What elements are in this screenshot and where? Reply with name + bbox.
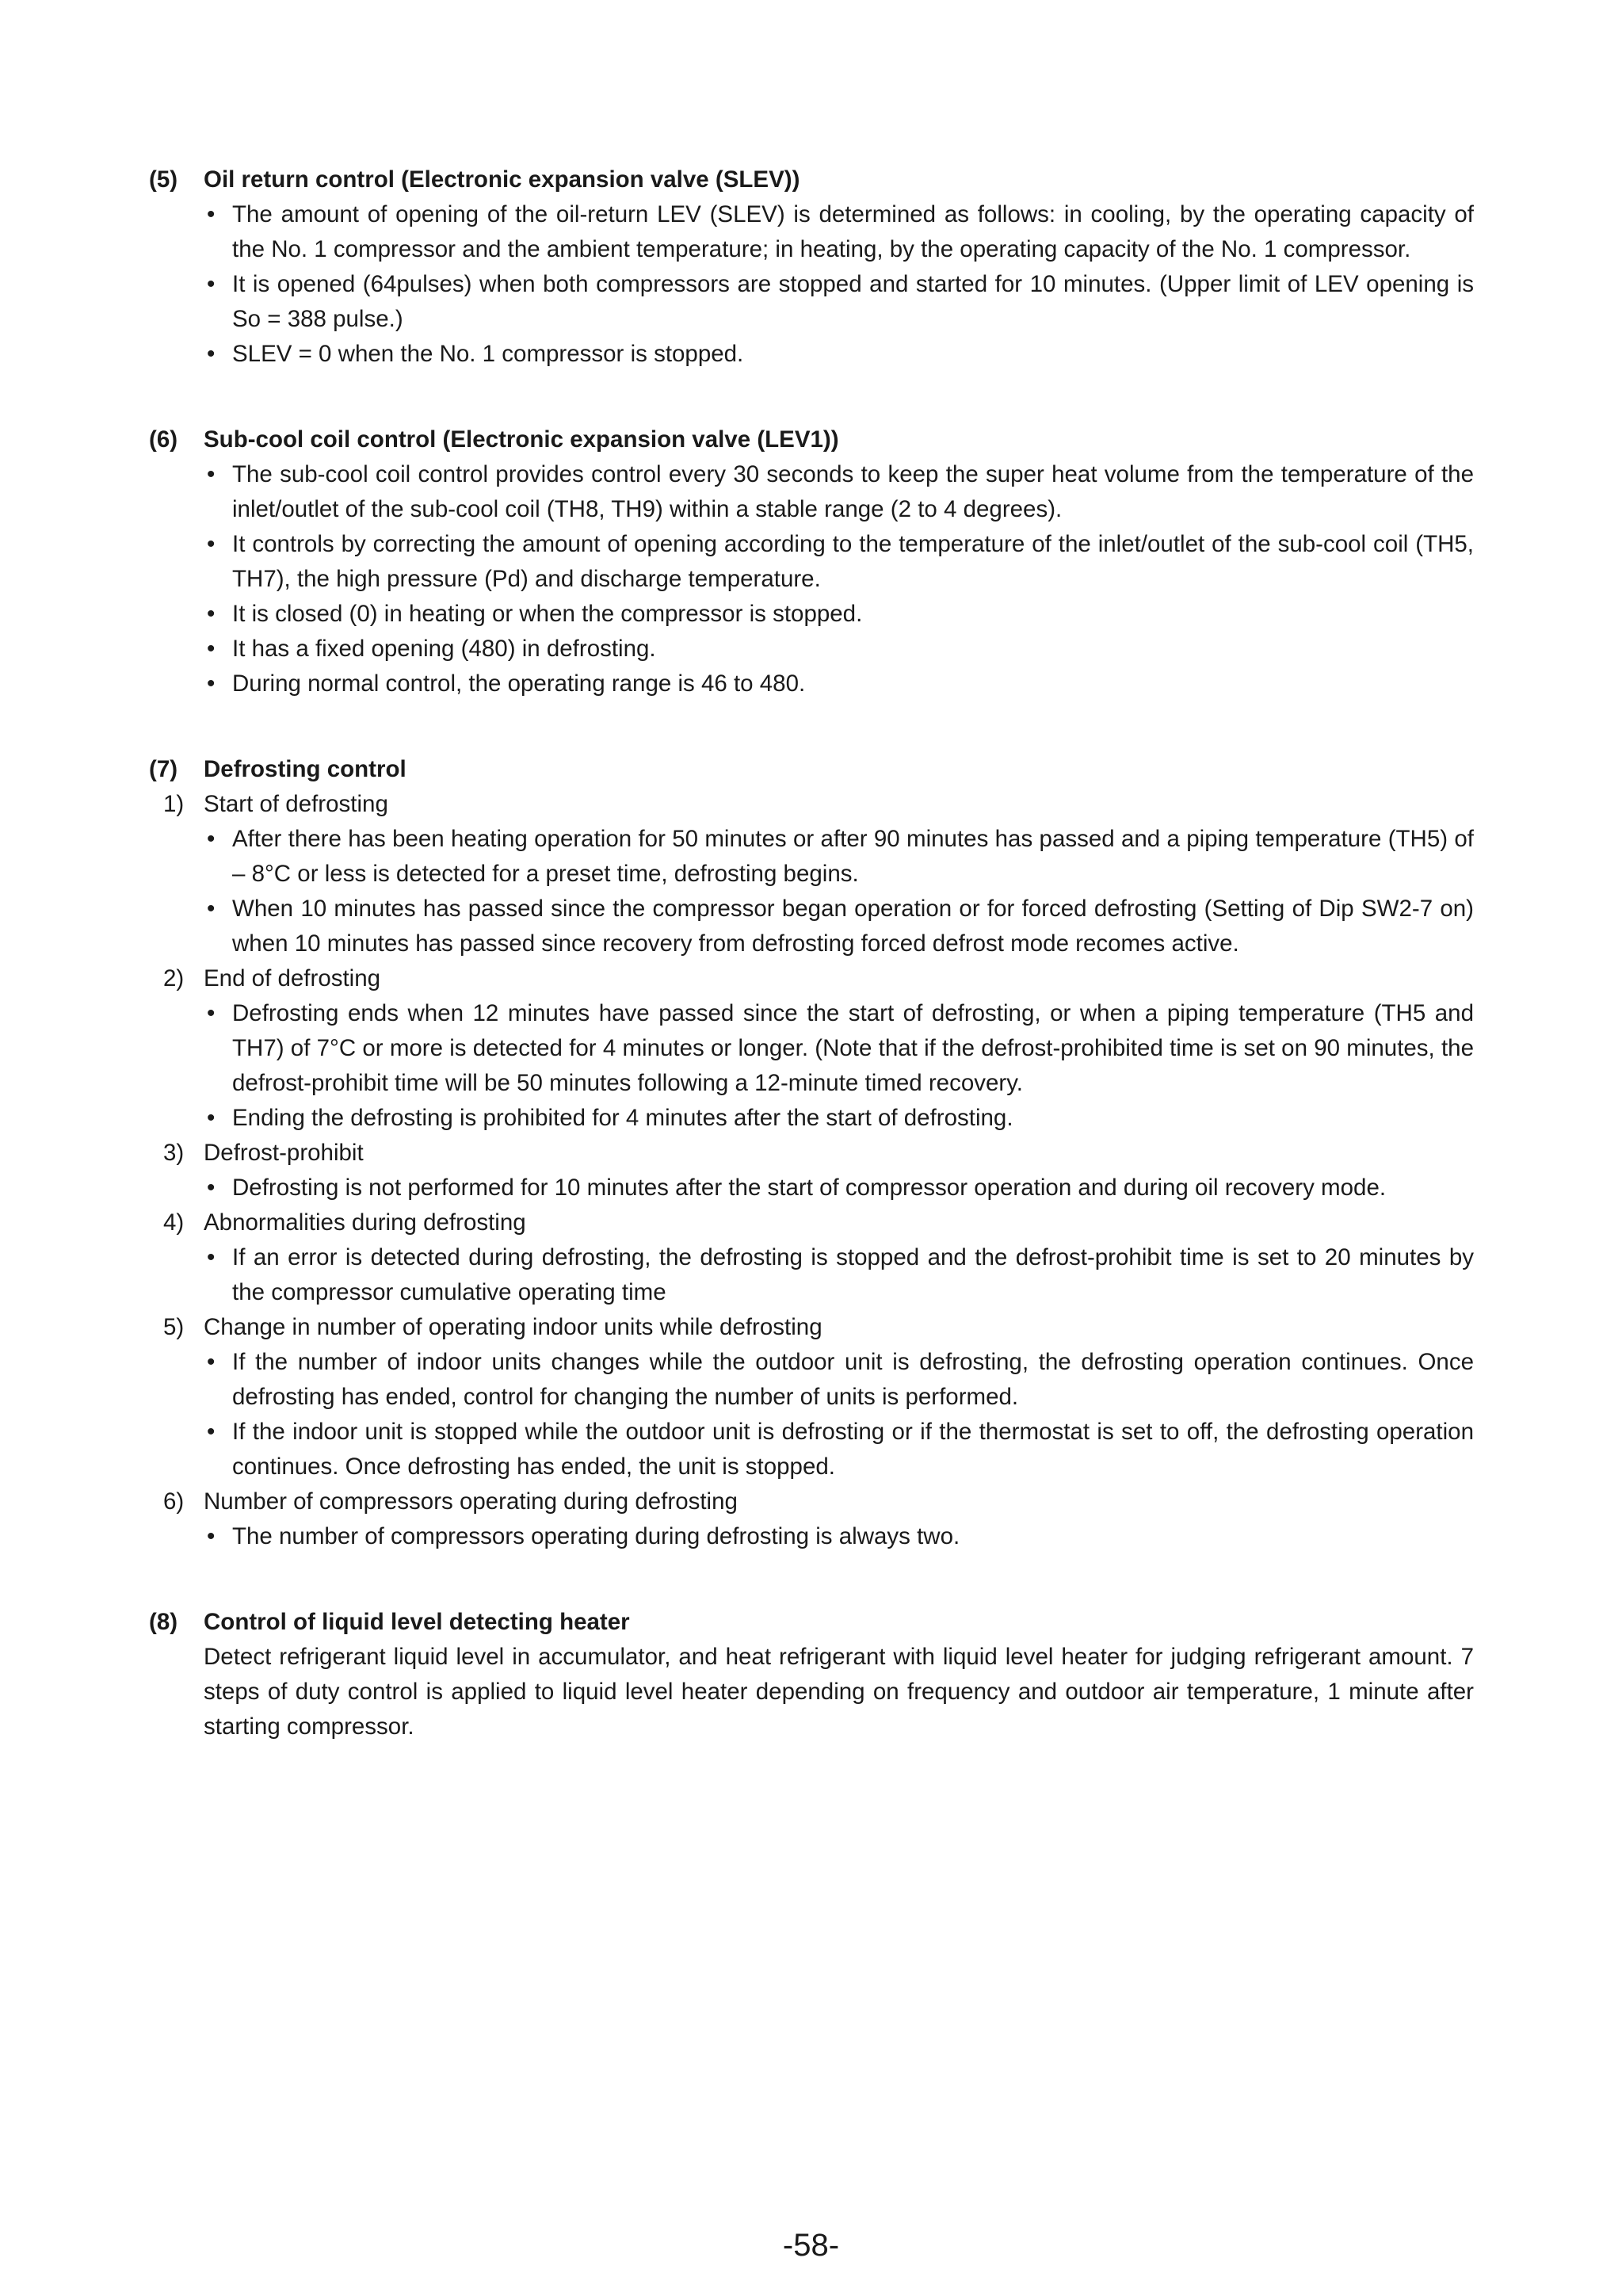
bullet-text: Defrosting ends when 12 minutes have passed since the start of defrosting, or when a piping temperature (TH5 and TH7) of 7°C or more is detected for 4 minutes or longer. (Note that if the defrost-prohibited time is set on 90 minutes, the defrost-prohibit time will be 50 minutes following a 12-minute timed recovery. (232, 1000, 1474, 1096)
subsection-heading (163, 787, 1474, 822)
bullet-icon: • (207, 1349, 216, 1375)
section-oil-return-control (149, 162, 1474, 372)
section-defrosting-control (149, 752, 1474, 1554)
bullet-icon: • (207, 1000, 216, 1026)
section-number: (7) (149, 756, 178, 782)
bullet-item (204, 1519, 1474, 1554)
section-number: (5) (149, 166, 178, 193)
bullet-item (204, 667, 1474, 701)
bullet-item (204, 892, 1474, 961)
subsection-heading (163, 1310, 1474, 1345)
subsection-number: 2) (163, 965, 185, 991)
section-number: (6) (149, 426, 178, 453)
subsection-number: 5) (163, 1314, 185, 1340)
bullet-text: Defrosting is not performed for 10 minutes after the start of compressor operation and during oil recovery mode. (232, 1175, 1387, 1201)
section-heading (149, 422, 1474, 457)
bullet-item (204, 1240, 1474, 1310)
subsection-heading (163, 1484, 1474, 1519)
bullet-icon: • (207, 670, 216, 697)
bullet-item (204, 996, 1474, 1101)
bullet-icon: • (207, 636, 216, 662)
bullet-item (204, 197, 1474, 267)
bullet-item (204, 1171, 1474, 1205)
bullet-icon: • (207, 531, 216, 557)
section-heading (149, 162, 1474, 197)
subsection-title: Start of defrosting (204, 791, 388, 817)
section-heading (149, 752, 1474, 787)
bullet-text: SLEV = 0 when the No. 1 compressor is stopped. (232, 341, 744, 367)
subsection-number: 4) (163, 1209, 185, 1236)
bullet-item (204, 597, 1474, 632)
bullet-text: If the number of indoor units changes while the outdoor unit is defrosting, the defrosting operation continues. Once defrosting has ended, control for changing the number of units is performed. (232, 1349, 1474, 1410)
subsection-title: Change in number of operating indoor units while defrosting (204, 1314, 822, 1340)
bullet-item (204, 1345, 1474, 1415)
bullet-icon: • (207, 1244, 216, 1270)
bullet-text: Ending the defrosting is prohibited for 4 minutes after the start of defrosting. (232, 1105, 1013, 1131)
bullet-text: The number of compressors operating during defrosting is always two. (232, 1523, 960, 1549)
subsection-title: End of defrosting (204, 965, 381, 991)
section-liquid-level-heater (149, 1605, 1474, 1744)
bullet-icon: • (207, 201, 216, 227)
bullet-icon: • (207, 1419, 216, 1445)
bullet-item (204, 632, 1474, 667)
bullet-text: When 10 minutes has passed since the compressor began operation or for forced defrosting (Setting of Dip SW2-7 on) when 10 minutes has passed since recovery from defrosting forced defrost mode recomes active. (232, 896, 1474, 957)
section-paragraph: Detect refrigerant liquid level in accumulator, and heat refrigerant with liquid level heater for judging refrigerant amount. 7 steps of duty control is applied to liquid level heater depending on frequency and outdoor air temperature, 1 minute after starting compressor. (204, 1644, 1474, 1740)
page-number: -58- (782, 2228, 840, 2263)
subsection-number: 6) (163, 1488, 185, 1515)
bullet-item (204, 267, 1474, 337)
bullet-text: The sub-cool coil control provides control every 30 seconds to keep the super heat volume from the temperature of the inlet/outlet of the sub-cool coil (TH8, TH9) within a stable range (2 to 4 degrees). (232, 461, 1474, 522)
bullet-item (204, 337, 1474, 372)
subsection-title: Defrost-prohibit (204, 1140, 364, 1166)
subsection-title: Number of compressors operating during defrosting (204, 1488, 738, 1515)
bullet-icon: • (207, 601, 216, 627)
bullet-text: It has a fixed opening (480) in defrosting. (232, 636, 656, 662)
bullet-text: The amount of opening of the oil-return LEV (SLEV) is determined as follows: in cooling, by the operating capacity of the No. 1 compressor and the ambient temperature; in heating, by the operating capacity of the No. 1 compressor. (232, 201, 1474, 262)
bullet-icon: • (207, 1175, 216, 1201)
section-title: Sub-cool coil control (Electronic expansion valve (LEV1)) (204, 426, 839, 453)
section-sub-cool-coil-control (149, 422, 1474, 701)
bullet-text: If the indoor unit is stopped while the outdoor unit is defrosting or if the thermostat is set to off, the defrosting operation continues. Once defrosting has ended, the unit is stopped. (232, 1419, 1474, 1480)
subsection-heading (163, 961, 1474, 996)
bullet-icon: • (207, 896, 216, 922)
bullet-item (204, 457, 1474, 527)
bullet-icon: • (207, 1105, 216, 1131)
bullet-text: During normal control, the operating range is 46 to 480. (232, 670, 806, 697)
document-body (149, 162, 1474, 1744)
bullet-text: It controls by correcting the amount of opening according to the temperature of the inlet/outlet of the sub-cool coil (TH5, TH7), the high pressure (Pd) and discharge temperature. (232, 531, 1474, 592)
bullet-text: If an error is detected during defrosting, the defrosting is stopped and the defrost-prohibit time is set to 20 minutes by the compressor cumulative operating time (232, 1244, 1474, 1305)
bullet-item (204, 1101, 1474, 1136)
subsection-number: 1) (163, 791, 185, 817)
bullet-text: It is closed (0) in heating or when the compressor is stopped. (232, 601, 863, 627)
subsection-number: 3) (163, 1140, 185, 1166)
bullet-icon: • (207, 461, 216, 487)
bullet-item (204, 1415, 1474, 1484)
section-number: (8) (149, 1609, 178, 1635)
bullet-icon: • (207, 341, 216, 367)
subsection-heading (163, 1136, 1474, 1171)
subsection-heading (163, 1205, 1474, 1240)
bullet-icon: • (207, 1523, 216, 1549)
bullet-text: It is opened (64pulses) when both compressors are stopped and started for 10 minutes. (Upper limit of LEV opening is So = 388 pulse.) (232, 271, 1474, 332)
bullet-text: After there has been heating operation for 50 minutes or after 90 minutes has passed and a piping temperature (TH5) of – 8°C or less is detected for a preset time, defrosting begins. (232, 826, 1474, 887)
section-title: Defrosting control (204, 756, 406, 782)
section-title: Oil return control (Electronic expansion valve (SLEV)) (204, 166, 800, 193)
section-title: Control of liquid level detecting heater (204, 1609, 630, 1635)
bullet-icon: • (207, 271, 216, 297)
bullet-item (204, 527, 1474, 597)
bullet-item (204, 822, 1474, 892)
bullet-icon: • (207, 826, 216, 852)
subsection-title: Abnormalities during defrosting (204, 1209, 526, 1236)
section-heading (149, 1605, 1474, 1640)
